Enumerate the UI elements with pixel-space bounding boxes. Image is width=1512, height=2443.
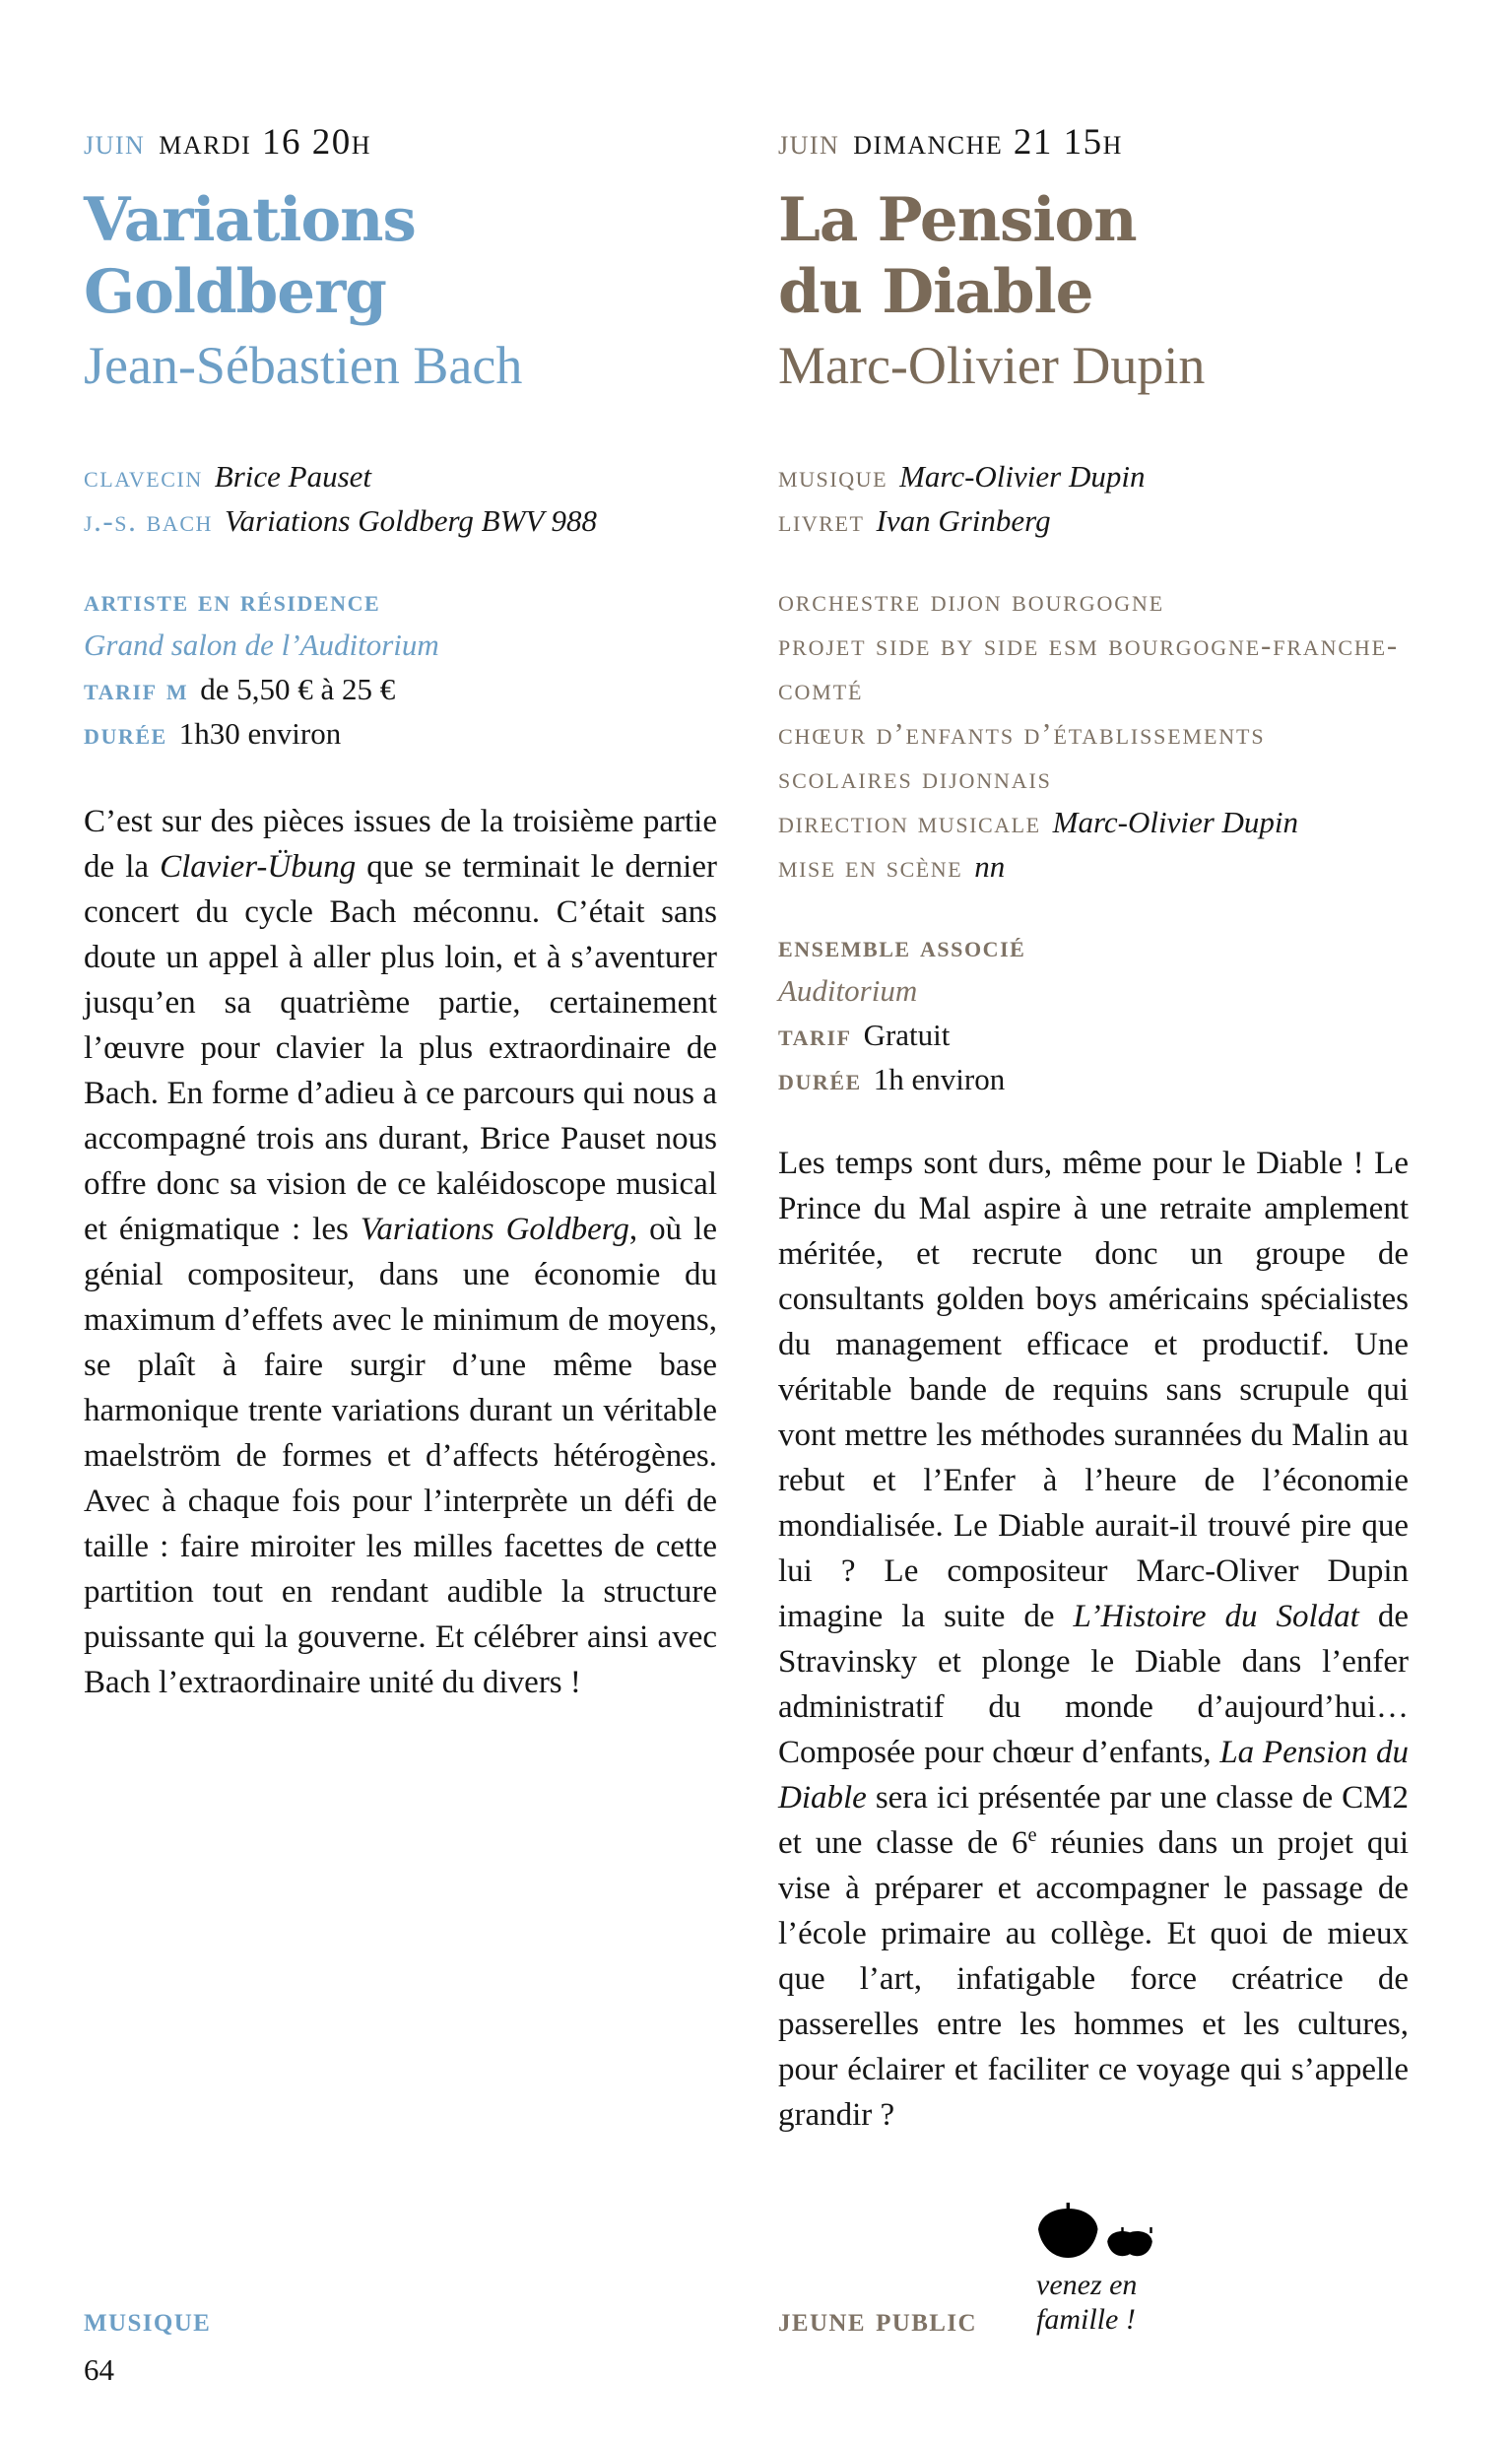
event-title-line1: Variations	[84, 185, 416, 255]
event-practical-info	[778, 924, 1409, 1101]
duree-row	[778, 1057, 1409, 1101]
credit-label: musique	[778, 459, 888, 494]
staff-value: nn	[974, 849, 1006, 884]
duree-row	[84, 711, 717, 756]
event-title	[778, 184, 1409, 328]
associe-label: ensemble associé	[778, 929, 1026, 963]
event-day-time: dimanche 21 15h	[853, 122, 1123, 163]
family-caption: venez en famille !	[1036, 2269, 1138, 2336]
event-description: Les temps sont durs, même pour le Diable ! Le Prince du Mal aspire à une retraite amplement méritée, et recrute donc un groupe de consultants golden boys américains spécialistes du management efficace et productif. Une véritable bande de requins sans scrupule qui vont mettre les méthodes surannées du Malin au rebut et l’Enfer à l’heure de l’économie mondialisée. Le Diable aurait-il trouvé pire que lui ? Le compositeur Marc-Oliver Dupin imagine la suite de L’Histoire du Soldat de Stravinsky et plonge le Diable dans l’enfer administratif du monde d’aujourd’hui… Composée pour chœur d’enfants, La Pension du Diable sera ici présentée par une classe de CM2 et une classe de 6e réunies dans un projet qui vise à préparer et accompagner le passage de l’école primaire au collège. Et quoi de mieux que l’art, infatigable force créatrice de passerelles entre les hommes et les cultures, pour éclairer et faciliter ce voyage qui s’appelle grandir ?	[778, 1146, 1410, 2133]
ensemble-line: projet side by side esm bourgogne-franche-comté	[778, 627, 1400, 706]
event-description: C’est sur des pièces issues de la troisième partie de la Clavier-Übung que se terminait le dernier concert du cycle Bach méconnu. C’était sans doute un appel à aller plus loin, et à s’aventurer jusqu’en sa quatrième partie, certainement l’œuvre pour clavier la plus extraordinaire de Bach. En forme d’adieu à ce parcours qui nous a accompagné trois ans durant, Brice Pauset nous offre donc sa vision de ce kaléidoscope musical et énigmatique : les Variations Goldberg, où le génial compositeur, dans une économie du maximum d’effets avec le minimum de moyens, se plaît à faire surgir d’une même base harmonique trente variations durant un véritable maelström de formes et d’affects hétérogènes. Avec à chaque fois pour l’interprète un défi de taille : faire miroiter les milles facettes de cette partition tout en rendant audible la structure puissante qui la gouverne. Et célébrer ainsi avec Bach l’extraordinaire unité du divers !	[84, 804, 717, 1700]
credit-row	[778, 498, 1409, 543]
event-composer: Marc-Olivier Dupin	[778, 336, 1206, 395]
event-date	[84, 124, 717, 161]
staff-label: mise en scène	[778, 849, 963, 884]
credit-row	[84, 498, 717, 543]
event-credits	[778, 454, 1409, 543]
duree-label: durée	[84, 716, 167, 751]
event-left-column	[84, 124, 717, 1705]
ensemble-line: orchestre dijon bourgogne	[778, 583, 1165, 618]
event-day-time: mardi 16 20h	[159, 122, 371, 163]
staff-label: direction musicale	[778, 805, 1041, 839]
tarif-row	[778, 1013, 1409, 1057]
credit-row	[778, 454, 1409, 498]
event-practical-info	[84, 578, 717, 756]
credit-value: Brice Pauset	[214, 459, 372, 494]
tarif-label: tarif m	[84, 672, 189, 706]
family-badge	[1036, 2203, 1233, 2337]
venue: Grand salon de l’Auditorium	[84, 627, 439, 662]
event-composer: Jean-Sébastien Bach	[84, 336, 523, 395]
event-right-column	[778, 124, 1409, 2138]
credit-value: Ivan Grinberg	[876, 503, 1051, 538]
event-month: juin	[84, 122, 146, 163]
tarif-row	[84, 667, 717, 711]
residence-label: artiste en résidence	[84, 583, 381, 618]
performers-list	[778, 578, 1409, 889]
credit-label: clavecin	[84, 459, 203, 494]
venue: Auditorium	[778, 973, 918, 1008]
staff-row	[778, 844, 1409, 889]
event-title-line1: La Pension	[778, 185, 1137, 255]
staff-row	[778, 800, 1409, 844]
page-number: 64	[84, 2352, 114, 2387]
credit-value: Variations Goldberg BWV 988	[225, 503, 598, 538]
staff-value: Marc-Olivier Dupin	[1052, 805, 1299, 839]
event-title-line2: Goldberg	[84, 257, 386, 327]
tarif-value: Gratuit	[863, 1018, 951, 1052]
duree-label: durée	[778, 1062, 862, 1096]
credit-label: j.-s. bach	[84, 503, 213, 538]
duree-value: 1h30 environ	[178, 716, 342, 751]
event-title-line2: du Diable	[778, 257, 1093, 327]
event-credits	[84, 454, 717, 543]
duree-value: 1h environ	[873, 1062, 1006, 1096]
genre-tag-musique: musique	[84, 2300, 212, 2339]
event-month: juin	[778, 122, 840, 163]
family-icon	[1036, 2203, 1162, 2264]
tarif-value: de 5,50 € à 25 €	[200, 672, 396, 706]
event-date	[778, 124, 1409, 161]
credit-label: livret	[778, 503, 865, 538]
tarif-label: tarif	[778, 1018, 852, 1052]
event-title	[84, 184, 717, 328]
genre-tag-jeune-public: jeune public	[778, 2300, 977, 2339]
credit-value: Marc-Olivier Dupin	[899, 459, 1146, 494]
credit-row	[84, 454, 717, 498]
ensemble-line: chœur d’enfants d’établissements scolaires dijonnais	[778, 716, 1266, 795]
